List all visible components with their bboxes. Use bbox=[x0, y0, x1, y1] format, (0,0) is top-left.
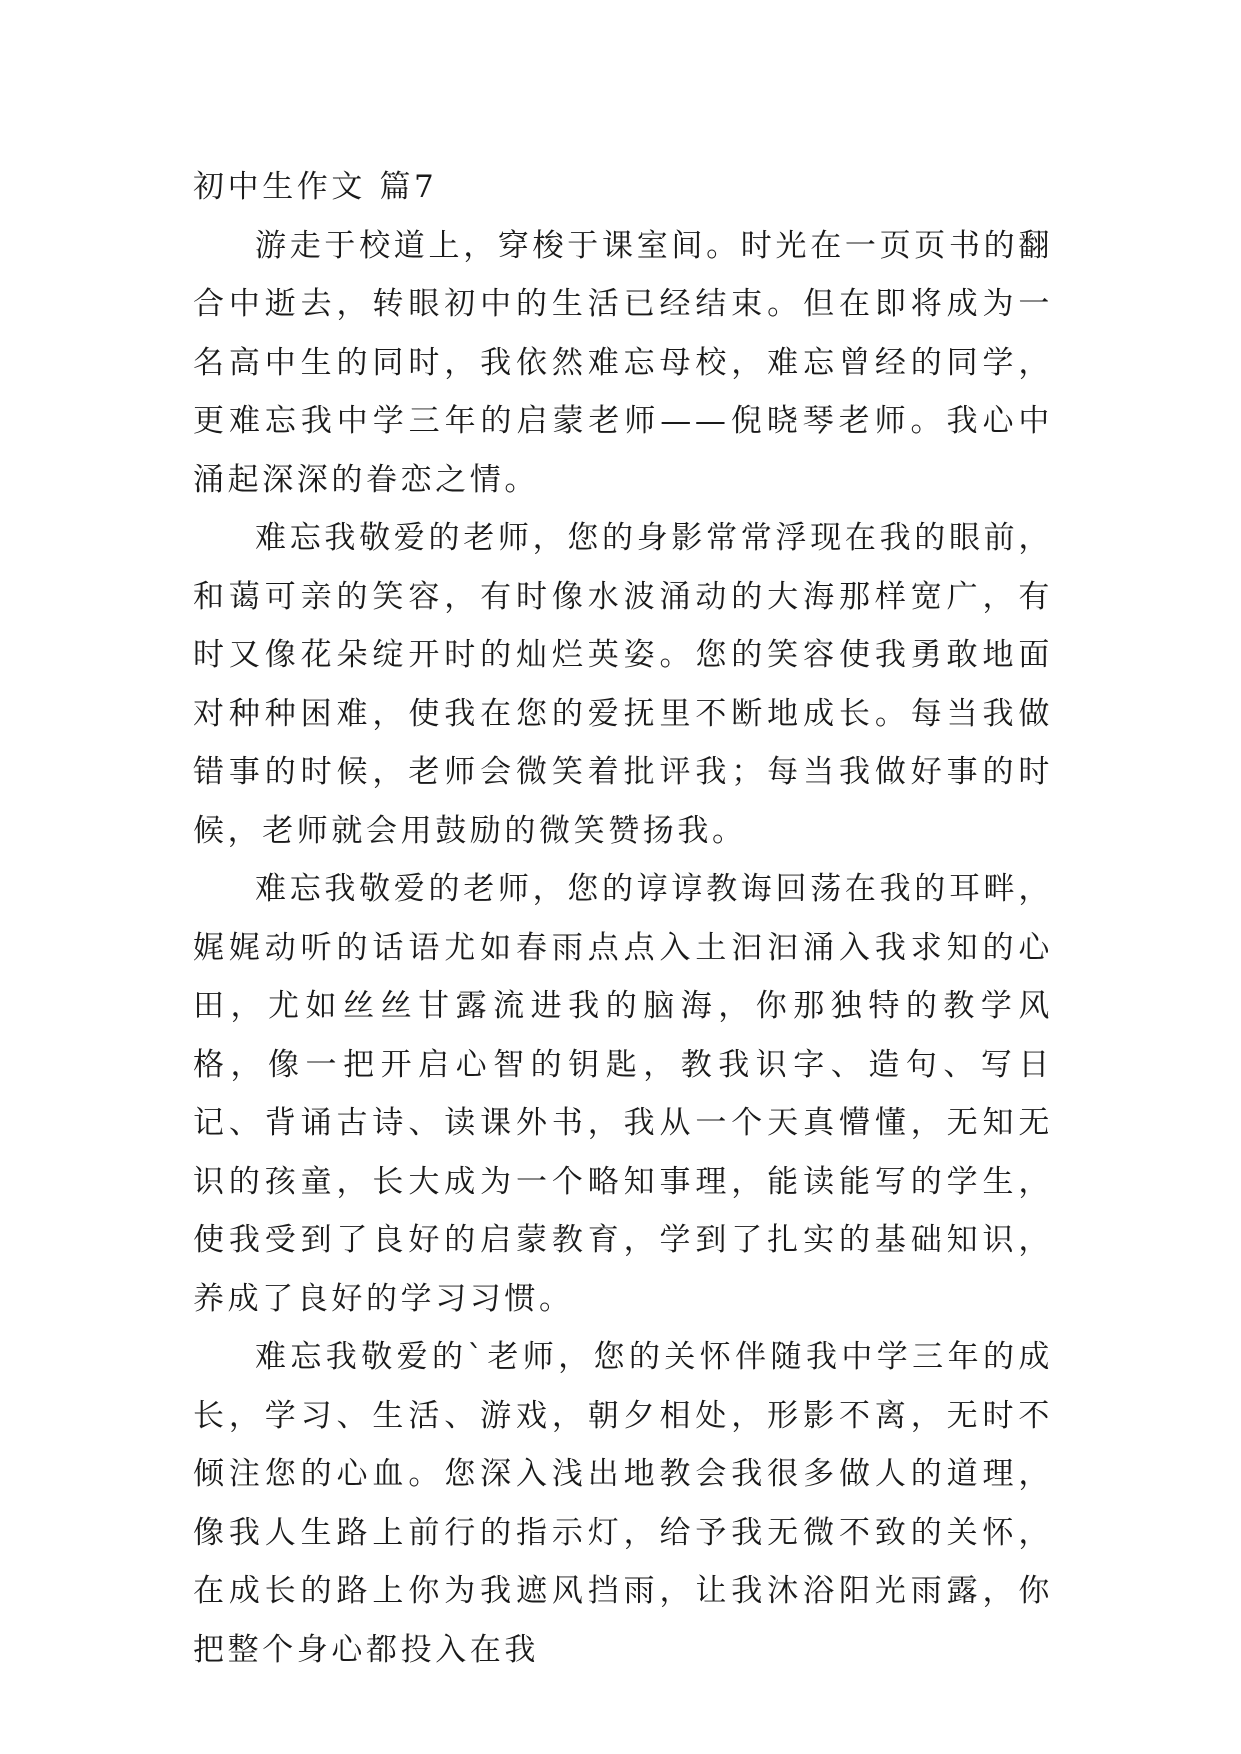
paragraph-3: 难忘我敬爱的老师，您的谆谆教诲回荡在我的耳畔，娓娓动听的话语尤如春雨点点入土汩汩涌入我求知的心田，尤如丝丝甘露流进我的脑海，你那独特的教学风格，像一把开启心智的钥匙，教我识字、造句、写日记、背诵古诗、读课外书，我从一个天真懵懂，无知无识的孩童，长大成为一个略知事理，能读能写的学生，使我受到了良好的启蒙教育，学到了扎实的基础知识，养成了良好的学习习惯。 bbox=[193, 871, 1053, 1317]
essay-heading: 初中生作文 篇7 bbox=[193, 169, 438, 205]
document-body bbox=[193, 158, 1053, 1679]
paragraph-4: 难忘我敬爱的`老师，您的关怀伴随我中学三年的成长，学习、生活、游戏，朝夕相处，形影不离，无时不倾注您的心血。您深入浅出地教会我很多做人的道理，像我人生路上前行的指示灯，给予我无微不致的关怀，在成长的路上你为我遮风挡雨，让我沐浴阳光雨露，你把整个身心都投入在我 bbox=[193, 1339, 1053, 1668]
paragraph-1: 游走于校道上，穿梭于课室间。时光在一页页书的翻合中逝去，转眼初中的生活已经结束。但在即将成为一名高中生的同时，我依然难忘母校，难忘曾经的同学，更难忘我中学三年的启蒙老师——倪晓琴老师。我心中涌起深深的眷恋之情。 bbox=[193, 227, 1053, 498]
paragraph-2: 难忘我敬爱的老师，您的身影常常浮现在我的眼前，和蔼可亲的笑容，有时像水波涌动的大海那样宽广，有时又像花朵绽开时的灿烂英姿。您的笑容使我勇敢地面对种种困难，使我在您的爱抚里不断地成长。每当我做错事的时候，老师会微笑着批评我；每当我做好事的时候，老师就会用鼓励的微笑赞扬我。 bbox=[193, 520, 1053, 849]
